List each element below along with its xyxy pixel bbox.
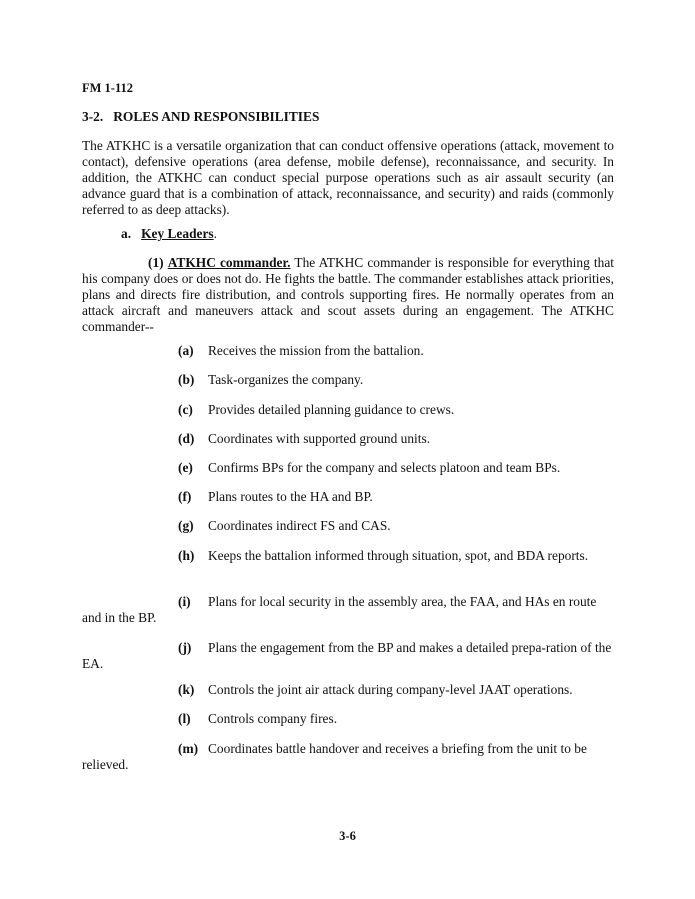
- duty-label: (c): [178, 402, 193, 417]
- duty-label: (g): [178, 518, 194, 533]
- duty-item: [178, 518, 391, 534]
- duty-item: [178, 460, 560, 476]
- duty-text: Coordinates with supported ground units.: [208, 431, 431, 446]
- duty-item: [178, 372, 363, 388]
- duty-label: (e): [178, 460, 193, 475]
- duty-label: (l): [178, 711, 191, 726]
- duty-item: [82, 640, 612, 672]
- duty-item: [178, 431, 430, 447]
- duty-item: [178, 711, 337, 727]
- duty-text: Provides detailed planning guidance to crews.: [208, 402, 455, 417]
- duty-text: Coordinates battle handover and receives a briefing from the unit to be relieved.: [82, 741, 587, 772]
- duty-label: (m): [178, 741, 199, 756]
- duty-text: Plans the engagement from the BP and makes a detailed prepa-ration of the EA.: [82, 640, 612, 671]
- section-number: 3-2.: [82, 109, 104, 124]
- duty-text: Controls company fires.: [208, 711, 338, 726]
- commander-number: (1): [148, 255, 164, 270]
- duty-label: (f): [178, 489, 192, 504]
- section-heading: [82, 109, 319, 125]
- duty-item: [82, 741, 612, 773]
- duty-item: [178, 402, 454, 418]
- duty-text: Receives the mission from the battalion.: [208, 343, 424, 358]
- duty-label: (h): [178, 548, 195, 563]
- duty-label: (k): [178, 682, 195, 697]
- duty-text: Controls the joint air attack during company-level JAAT operations.: [208, 682, 573, 697]
- page-number: 3-6: [339, 829, 356, 843]
- duty-text: Coordinates indirect FS and CAS.: [208, 518, 391, 533]
- subsection-label: a.: [121, 226, 132, 241]
- duty-text: Task-organizes the company.: [208, 372, 364, 387]
- duty-label: (i): [178, 594, 191, 609]
- duty-item: [82, 594, 612, 626]
- subsection-heading: [121, 226, 217, 242]
- subsection-period: .: [213, 226, 217, 241]
- duty-item: [178, 343, 424, 359]
- duty-text: Plans for local security in the assembly area, the FAA, and HAs en route and in the BP.: [82, 594, 597, 625]
- duty-item: [178, 489, 373, 505]
- section-title: ROLES AND RESPONSIBILITIES: [113, 109, 320, 124]
- duty-text: Plans routes to the HA and BP.: [208, 489, 373, 504]
- commander-paragraph: [82, 255, 614, 335]
- commander-title: ATKHC commander.: [167, 255, 291, 270]
- duty-item: [178, 682, 573, 698]
- duty-label: (d): [178, 431, 195, 446]
- duty-label: (a): [178, 343, 194, 358]
- duty-item: [82, 548, 612, 564]
- duty-text: Keeps the battalion informed through situation, spot, and BDA reports.: [208, 548, 589, 563]
- document-id: FM 1-112: [82, 81, 134, 95]
- duty-text: Confirms BPs for the company and selects platoon and team BPs.: [208, 460, 561, 475]
- duty-label: (b): [178, 372, 195, 387]
- subsection-title: Key Leaders: [141, 226, 214, 241]
- duty-label: (j): [178, 640, 192, 655]
- commander-text: The ATKHC commander is responsible for everything that his company does or does not do. He fights the battle. The commander establishes attack priorities, plans and directs fire distribution, and controls supporting fires. He normally operates from an attack aircraft and maneuvers attack and scout assets during an engagement. The ATKHC commander--: [82, 255, 614, 334]
- intro-paragraph: The ATKHC is a versatile organization that can conduct offensive operations (attack, movement to contact), defensive operations (area defense, mobile defense), reconnaissance, and security. In addition, the ATKHC can conduct special purpose operations such as air assault security (an advance guard that is a combination of attack, reconnaissance, and security) and raids (commonly referred to as deep attacks).: [82, 138, 614, 217]
